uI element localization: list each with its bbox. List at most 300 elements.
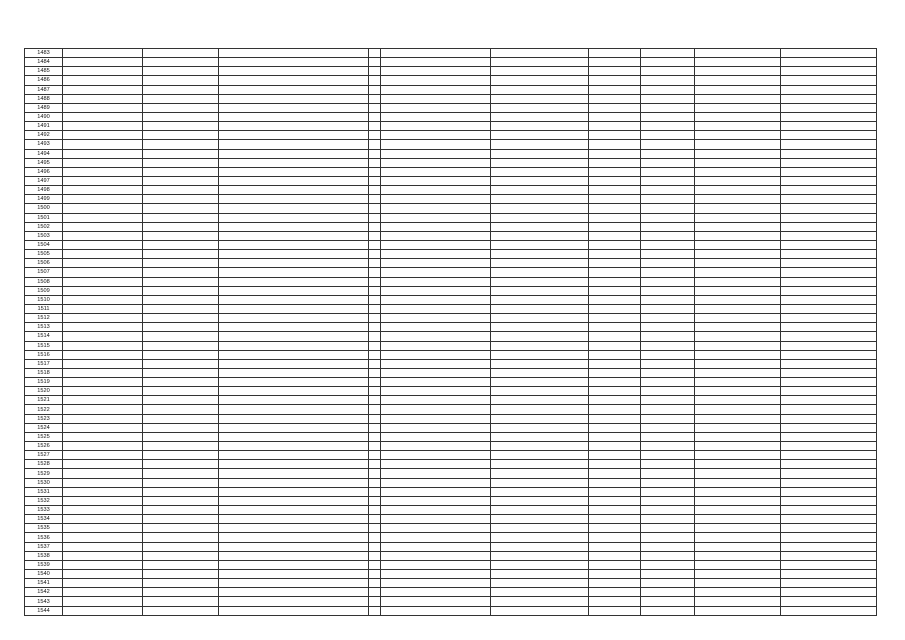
- table-cell: [219, 167, 369, 176]
- table-cell: 1486: [25, 76, 63, 85]
- table-cell: [491, 378, 589, 387]
- table-cell: [781, 323, 877, 332]
- table-cell: [381, 286, 491, 295]
- table-cell: [491, 396, 589, 405]
- table-cell: [143, 122, 219, 131]
- table-cell: [491, 387, 589, 396]
- table-cell: 1498: [25, 186, 63, 195]
- table-cell: [381, 597, 491, 606]
- table-cell: [381, 515, 491, 524]
- table-cell: [641, 213, 695, 222]
- table-cell: [641, 469, 695, 478]
- table-cell: [641, 268, 695, 277]
- table-cell: [143, 286, 219, 295]
- table-cell: [641, 478, 695, 487]
- table-row: [25, 378, 877, 387]
- table-cell: [143, 460, 219, 469]
- table-cell: [589, 332, 641, 341]
- table-cell: [369, 158, 381, 167]
- table-cell: [589, 140, 641, 149]
- table-cell: [641, 414, 695, 423]
- table-cell: [219, 304, 369, 313]
- table-cell: [143, 515, 219, 524]
- table-cell: [219, 579, 369, 588]
- table-cell: [369, 268, 381, 277]
- table-cell: [63, 524, 143, 533]
- table-cell: [781, 606, 877, 615]
- table-cell: [589, 314, 641, 323]
- table-cell: [695, 112, 781, 121]
- table-cell: [781, 103, 877, 112]
- table-cell: [63, 405, 143, 414]
- table-cell: [369, 368, 381, 377]
- table-cell: [219, 432, 369, 441]
- table-cell: [63, 295, 143, 304]
- table-cell: [369, 122, 381, 131]
- table-cell: [143, 304, 219, 313]
- table-cell: [63, 451, 143, 460]
- table-cell: [695, 551, 781, 560]
- table-cell: [491, 76, 589, 85]
- table-row: [25, 451, 877, 460]
- table-cell: 1503: [25, 231, 63, 240]
- table-cell: [143, 588, 219, 597]
- table-cell: [589, 204, 641, 213]
- table-cell: [589, 487, 641, 496]
- table-cell: [641, 341, 695, 350]
- table-cell: [641, 85, 695, 94]
- table-cell: 1483: [25, 49, 63, 58]
- table-row: [25, 524, 877, 533]
- table-cell: [381, 359, 491, 368]
- table-cell: [381, 405, 491, 414]
- table-cell: [641, 222, 695, 231]
- table-row: [25, 323, 877, 332]
- table-cell: [63, 432, 143, 441]
- table-cell: [589, 341, 641, 350]
- table-cell: [219, 286, 369, 295]
- table-cell: [381, 67, 491, 76]
- table-row: [25, 85, 877, 94]
- table-cell: [369, 487, 381, 496]
- table-cell: [381, 496, 491, 505]
- table-cell: [369, 396, 381, 405]
- table-cell: [219, 414, 369, 423]
- table-cell: [589, 451, 641, 460]
- table-cell: [63, 94, 143, 103]
- table-cell: [219, 259, 369, 268]
- table-cell: [491, 350, 589, 359]
- table-cell: [369, 597, 381, 606]
- table-row: [25, 268, 877, 277]
- table-row: [25, 341, 877, 350]
- table-cell: [695, 359, 781, 368]
- table-cell: [369, 560, 381, 569]
- table-cell: [589, 103, 641, 112]
- table-cell: [589, 286, 641, 295]
- table-cell: [781, 588, 877, 597]
- table-cell: [641, 460, 695, 469]
- table-cell: [219, 560, 369, 569]
- table-cell: [143, 487, 219, 496]
- table-cell: [369, 240, 381, 249]
- table-cell: [143, 85, 219, 94]
- table-cell: [781, 49, 877, 58]
- table-cell: 1502: [25, 222, 63, 231]
- table-cell: [381, 76, 491, 85]
- table-cell: [63, 542, 143, 551]
- table-cell: [491, 551, 589, 560]
- table-row: [25, 231, 877, 240]
- table-cell: [63, 176, 143, 185]
- table-cell: [63, 597, 143, 606]
- table-cell: [781, 533, 877, 542]
- table-cell: [143, 58, 219, 67]
- table-cell: [641, 323, 695, 332]
- table-cell: [369, 359, 381, 368]
- table-cell: 1534: [25, 515, 63, 524]
- table-cell: [781, 213, 877, 222]
- table-cell: [695, 176, 781, 185]
- table-cell: [143, 204, 219, 213]
- table-cell: [589, 368, 641, 377]
- table-cell: [695, 49, 781, 58]
- table-row: [25, 58, 877, 67]
- table-cell: [589, 515, 641, 524]
- table-cell: [219, 368, 369, 377]
- table-cell: [695, 259, 781, 268]
- table-cell: [143, 378, 219, 387]
- table-cell: [219, 268, 369, 277]
- table-cell: [589, 469, 641, 478]
- table-cell: [781, 359, 877, 368]
- table-cell: [781, 286, 877, 295]
- table-cell: [641, 387, 695, 396]
- table-cell: 1495: [25, 158, 63, 167]
- table-cell: [143, 432, 219, 441]
- table-cell: [219, 213, 369, 222]
- table-cell: [219, 323, 369, 332]
- table-cell: [781, 542, 877, 551]
- table-cell: [63, 140, 143, 149]
- table-cell: [589, 570, 641, 579]
- table-cell: [695, 515, 781, 524]
- table-cell: [63, 359, 143, 368]
- table-row: [25, 396, 877, 405]
- table-cell: [589, 432, 641, 441]
- table-cell: [143, 423, 219, 432]
- table-row: [25, 506, 877, 515]
- table-cell: 1528: [25, 460, 63, 469]
- table-cell: 1516: [25, 350, 63, 359]
- table-cell: [369, 469, 381, 478]
- table-cell: [63, 487, 143, 496]
- table-cell: [369, 149, 381, 158]
- table-row: [25, 469, 877, 478]
- table-cell: [369, 85, 381, 94]
- table-cell: [491, 112, 589, 121]
- table-cell: [381, 122, 491, 131]
- table-cell: [641, 176, 695, 185]
- table-cell: [369, 112, 381, 121]
- table-cell: [781, 85, 877, 94]
- table-cell: 1538: [25, 551, 63, 560]
- table-row: [25, 515, 877, 524]
- table-cell: 1519: [25, 378, 63, 387]
- table-cell: [641, 314, 695, 323]
- table-cell: [219, 176, 369, 185]
- table-cell: [369, 58, 381, 67]
- table-cell: [641, 542, 695, 551]
- table-cell: 1533: [25, 506, 63, 515]
- table-cell: [781, 460, 877, 469]
- table-cell: [369, 131, 381, 140]
- table-cell: [369, 533, 381, 542]
- table-cell: [641, 158, 695, 167]
- table-cell: [589, 597, 641, 606]
- table-cell: [369, 176, 381, 185]
- table-cell: [695, 204, 781, 213]
- table-cell: [589, 76, 641, 85]
- table-cell: [63, 250, 143, 259]
- table-cell: [143, 496, 219, 505]
- table-cell: 1487: [25, 85, 63, 94]
- table-cell: 1484: [25, 58, 63, 67]
- table-cell: [491, 359, 589, 368]
- table-cell: [781, 204, 877, 213]
- table-cell: [381, 112, 491, 121]
- table-cell: [491, 570, 589, 579]
- table-cell: [781, 551, 877, 560]
- table-cell: [641, 378, 695, 387]
- table-row: [25, 405, 877, 414]
- table-cell: [491, 469, 589, 478]
- table-cell: [219, 332, 369, 341]
- table-cell: [381, 387, 491, 396]
- table-cell: [695, 268, 781, 277]
- table-cell: [219, 122, 369, 131]
- table-row: [25, 487, 877, 496]
- table-cell: [369, 76, 381, 85]
- table-cell: [369, 432, 381, 441]
- table-cell: [381, 103, 491, 112]
- table-cell: [491, 131, 589, 140]
- table-row: [25, 570, 877, 579]
- table-cell: 1525: [25, 432, 63, 441]
- table-cell: [381, 451, 491, 460]
- table-cell: [641, 304, 695, 313]
- table-cell: [381, 167, 491, 176]
- table-cell: 1507: [25, 268, 63, 277]
- table-cell: [641, 167, 695, 176]
- table-cell: 1489: [25, 103, 63, 112]
- table-cell: [491, 195, 589, 204]
- table-cell: [381, 204, 491, 213]
- table-cell: [781, 432, 877, 441]
- table-cell: [589, 186, 641, 195]
- table-row: [25, 204, 877, 213]
- table-cell: [491, 286, 589, 295]
- table-cell: [381, 94, 491, 103]
- table-cell: [369, 222, 381, 231]
- table-cell: [781, 94, 877, 103]
- table-cell: [63, 551, 143, 560]
- table-cell: [63, 149, 143, 158]
- table-cell: [369, 277, 381, 286]
- table-cell: [695, 186, 781, 195]
- table-cell: [641, 359, 695, 368]
- table-cell: [641, 368, 695, 377]
- table-cell: 1512: [25, 314, 63, 323]
- table-cell: [381, 85, 491, 94]
- table-cell: [369, 542, 381, 551]
- table-cell: [63, 515, 143, 524]
- table-cell: [695, 378, 781, 387]
- table-cell: [369, 588, 381, 597]
- table-cell: [781, 140, 877, 149]
- table-cell: [589, 496, 641, 505]
- table-cell: [143, 112, 219, 121]
- table-cell: 1537: [25, 542, 63, 551]
- table-cell: [589, 131, 641, 140]
- table-cell: [491, 176, 589, 185]
- table-row: [25, 478, 877, 487]
- table-cell: [589, 350, 641, 359]
- table-cell: [641, 259, 695, 268]
- table-cell: [63, 506, 143, 515]
- table-cell: [143, 478, 219, 487]
- table-cell: [381, 268, 491, 277]
- table-cell: [695, 323, 781, 332]
- table-cell: [143, 579, 219, 588]
- table-cell: [143, 368, 219, 377]
- table-cell: [381, 588, 491, 597]
- table-cell: [369, 414, 381, 423]
- table-cell: [381, 533, 491, 542]
- table-cell: [491, 85, 589, 94]
- table-cell: [781, 240, 877, 249]
- table-cell: [143, 341, 219, 350]
- table-cell: [381, 158, 491, 167]
- table-row: [25, 588, 877, 597]
- table-cell: [219, 350, 369, 359]
- table-row: [25, 250, 877, 259]
- table-cell: [381, 195, 491, 204]
- table-cell: 1514: [25, 332, 63, 341]
- table-cell: [381, 231, 491, 240]
- table-cell: [491, 588, 589, 597]
- table-cell: [219, 551, 369, 560]
- table-cell: [589, 542, 641, 551]
- table-cell: [781, 67, 877, 76]
- table-cell: [641, 250, 695, 259]
- table-cell: [381, 460, 491, 469]
- table-cell: [381, 58, 491, 67]
- table-cell: [381, 295, 491, 304]
- table-cell: [589, 579, 641, 588]
- table-row: [25, 432, 877, 441]
- table-cell: [63, 414, 143, 423]
- table-cell: [381, 423, 491, 432]
- table-cell: [781, 597, 877, 606]
- table-cell: 1492: [25, 131, 63, 140]
- table-cell: [219, 515, 369, 524]
- table-cell: [369, 195, 381, 204]
- table-cell: [695, 140, 781, 149]
- table-cell: [63, 277, 143, 286]
- table-cell: [695, 341, 781, 350]
- table-cell: [381, 442, 491, 451]
- table-cell: [589, 67, 641, 76]
- table-cell: 1501: [25, 213, 63, 222]
- table-cell: [143, 240, 219, 249]
- table-cell: [143, 405, 219, 414]
- table-cell: [219, 186, 369, 195]
- table-cell: [63, 103, 143, 112]
- table-cell: [63, 368, 143, 377]
- table-cell: [381, 323, 491, 332]
- table-row: [25, 304, 877, 313]
- table-cell: [781, 332, 877, 341]
- table-cell: [695, 597, 781, 606]
- table-cell: [369, 286, 381, 295]
- table-cell: [589, 378, 641, 387]
- table-cell: [695, 496, 781, 505]
- table-cell: [369, 478, 381, 487]
- table-cell: [63, 423, 143, 432]
- table-cell: [695, 487, 781, 496]
- table-row: [25, 368, 877, 377]
- table-row: [25, 286, 877, 295]
- table-cell: [63, 122, 143, 131]
- table-cell: [781, 341, 877, 350]
- table-cell: [641, 295, 695, 304]
- table-cell: [641, 496, 695, 505]
- table-cell: [219, 533, 369, 542]
- table-cell: [695, 295, 781, 304]
- table-cell: [63, 85, 143, 94]
- document-page: [24, 48, 876, 616]
- table-cell: [219, 387, 369, 396]
- table-cell: [491, 533, 589, 542]
- table-cell: [695, 524, 781, 533]
- table-row: [25, 314, 877, 323]
- table-cell: 1504: [25, 240, 63, 249]
- table-cell: [641, 286, 695, 295]
- table-cell: [143, 314, 219, 323]
- table-cell: [781, 414, 877, 423]
- table-cell: [781, 58, 877, 67]
- table-cell: [63, 304, 143, 313]
- table-cell: [641, 487, 695, 496]
- table-cell: [491, 231, 589, 240]
- table-cell: [491, 103, 589, 112]
- table-row: [25, 149, 877, 158]
- table-cell: [219, 204, 369, 213]
- table-cell: [381, 368, 491, 377]
- table-row: [25, 277, 877, 286]
- table-cell: [143, 213, 219, 222]
- table-cell: [641, 140, 695, 149]
- table-row: [25, 176, 877, 185]
- table-cell: [491, 341, 589, 350]
- table-row: [25, 213, 877, 222]
- table-cell: [695, 286, 781, 295]
- table-cell: [369, 213, 381, 222]
- table-cell: [491, 204, 589, 213]
- table-cell: [641, 506, 695, 515]
- table-cell: [781, 195, 877, 204]
